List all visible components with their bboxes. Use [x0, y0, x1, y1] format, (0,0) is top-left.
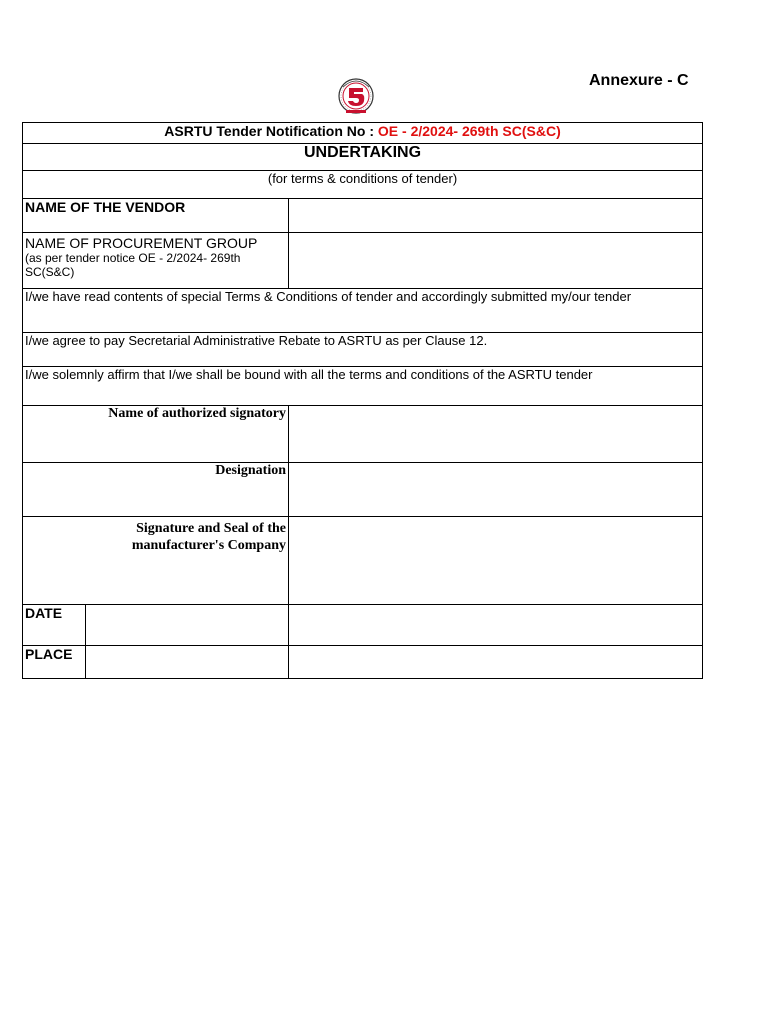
- undertaking-form: [22, 122, 703, 679]
- date-label: DATE: [23, 605, 86, 646]
- signature-seal-field[interactable]: [289, 517, 703, 605]
- place-extra-field[interactable]: [289, 646, 703, 679]
- vendor-name-label: NAME OF THE VENDOR: [23, 199, 289, 233]
- signature-seal-label-line2: manufacturer's Company: [131, 538, 286, 553]
- annexure-label: Annexure - C: [589, 72, 689, 89]
- statement-rebate: I/we agree to pay Secretarial Administrative Rebate to ASRTU as per Clause 12.: [23, 333, 703, 367]
- statement-terms-read: I/we have read contents of special Terms & Conditions of tender and accordingly submitted my/our tender: [23, 289, 703, 333]
- signatory-name-label: Name of authorized signatory: [23, 406, 289, 463]
- procurement-group-label: NAME OF PROCUREMENT GROUP: [25, 235, 258, 251]
- date-extra-field[interactable]: [289, 605, 703, 646]
- procurement-group-cell: [23, 233, 289, 289]
- procurement-group-note: (as per tender notice OE - 2/2024- 269th SC(S&C): [25, 251, 241, 279]
- date-field[interactable]: [86, 605, 289, 646]
- procurement-group-field[interactable]: [289, 233, 703, 289]
- statement-affirm: I/we solemnly affirm that I/we shall be bound with all the terms and conditions of the ASRTU tender: [23, 367, 703, 406]
- designation-field[interactable]: [289, 463, 703, 517]
- tender-notification-row: [23, 123, 703, 144]
- asrtu-emblem-icon: [337, 73, 375, 119]
- tender-notification-label: ASRTU Tender Notification No :: [164, 123, 375, 139]
- designation-label: Designation: [23, 463, 289, 517]
- tender-notification-number: OE - 2/2024- 269th SC(S&C): [377, 123, 561, 139]
- page-subtitle: (for terms & conditions of tender): [23, 171, 703, 199]
- signature-seal-label-line1: Signature and Seal of the: [136, 521, 286, 536]
- page-title: UNDERTAKING: [23, 144, 703, 171]
- place-label: PLACE: [23, 646, 86, 679]
- signatory-name-field[interactable]: [289, 406, 703, 463]
- place-field[interactable]: [86, 646, 289, 679]
- vendor-name-field[interactable]: [289, 199, 703, 233]
- signature-seal-label: [23, 517, 289, 605]
